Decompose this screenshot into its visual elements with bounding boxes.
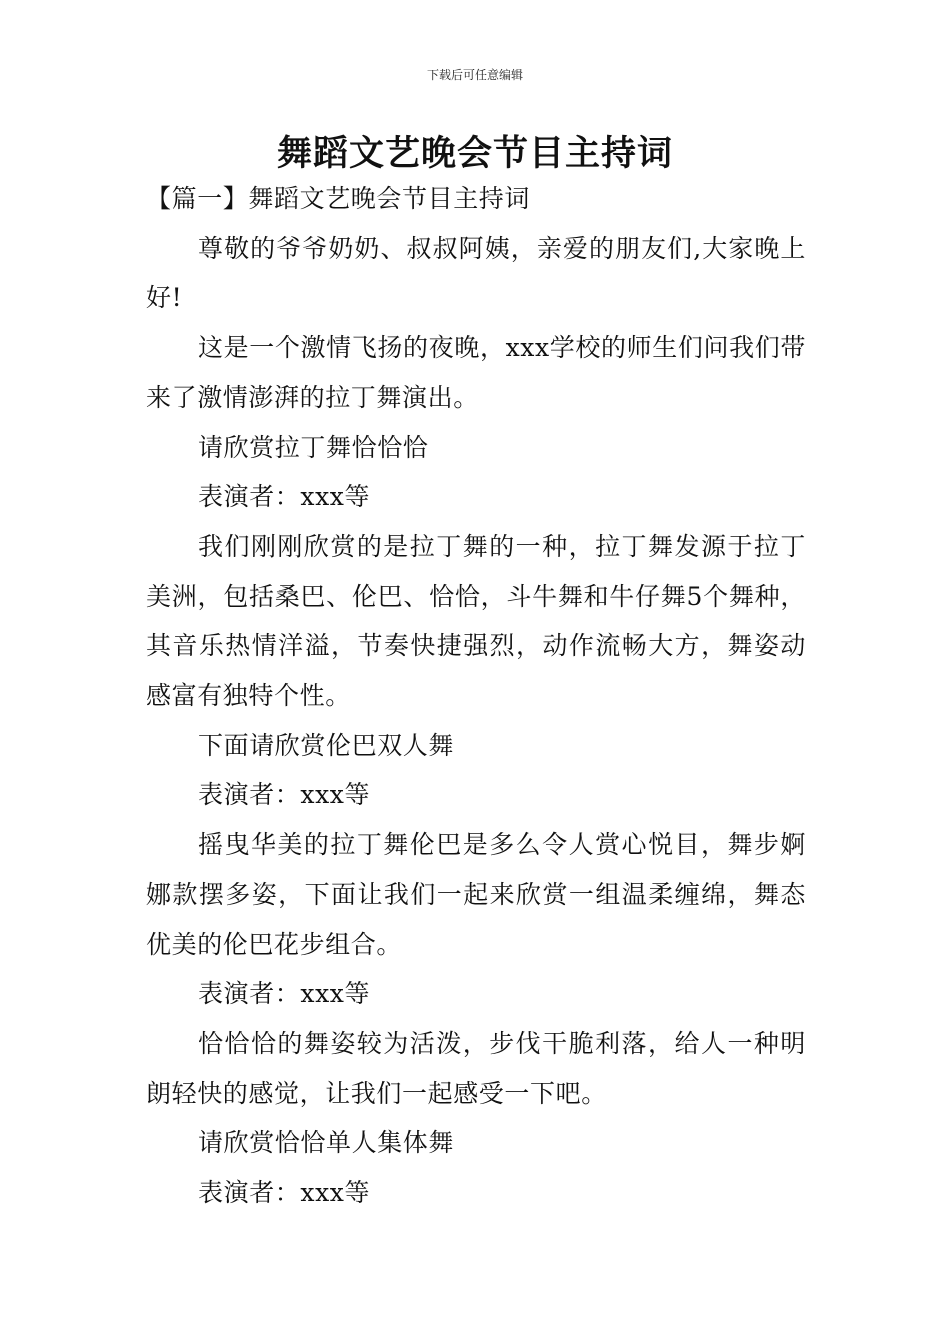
header-note: 下载后可任意编辑 — [426, 68, 523, 82]
paragraph-rumba: 摇曳华美的拉丁舞伦巴是多么令人赏心悦目，舞步婀娜款摆多姿，下面让我们一起来欣赏一组温柔缠绵，舞态优美的伦巴花步组合。 — [146, 830, 806, 959]
program-announcement: 下面请欣赏伦巴双人舞 — [198, 730, 455, 760]
paragraph-greeting: 尊敬的爷爷奶奶、叔叔阿姨，亲爱的朋友们,大家晚上好! — [146, 233, 806, 313]
performer-line: 表演者：xxx等 — [198, 780, 371, 810]
document-title: 舞蹈文艺晚会节目主持词 — [276, 134, 673, 174]
program-announcement: 请欣赏恰恰单人集体舞 — [198, 1128, 455, 1158]
performer-line: 表演者：xxx等 — [198, 482, 371, 512]
paragraph-intro: 这是一个激情飞扬的夜晚，xxx学校的师生们问我们带来了激情澎湃的拉丁舞演出。 — [146, 333, 806, 412]
document-body — [146, 174, 806, 1218]
section-heading: 【篇一】舞蹈文艺晚会节目主持词 — [146, 184, 531, 213]
paragraph-latin-dance: 我们刚刚欣赏的是拉丁舞的一种，拉丁舞发源于拉丁美洲，包括桑巴、伦巴、恰恰，斗牛舞和牛仔舞5个舞种，其音乐热情洋溢，节奏快捷强烈，动作流畅大方，舞姿动感富有独特个性。 — [146, 531, 806, 711]
performer-line: 表演者：xxx等 — [198, 1178, 371, 1208]
performer-line: 表演者：xxx等 — [198, 979, 371, 1009]
program-announcement: 请欣赏拉丁舞恰恰恰 — [198, 432, 429, 462]
paragraph-chacha: 恰恰恰的舞姿较为活泼，步伐干脆利落，给人一种明朗轻快的感觉，让我们一起感受一下吧。 — [146, 1028, 806, 1108]
